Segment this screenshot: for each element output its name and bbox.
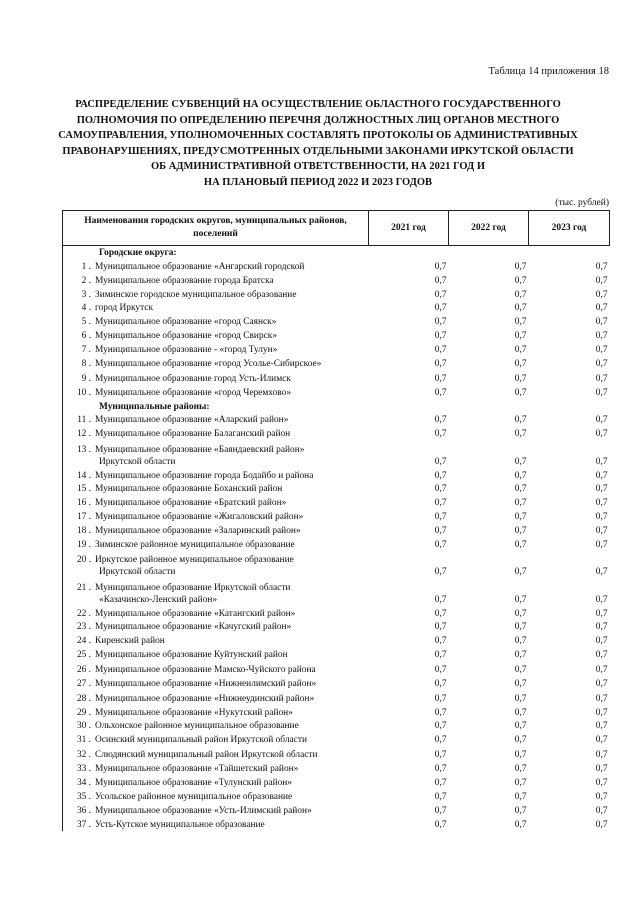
entity-cell [63, 761, 369, 776]
entity-cell [63, 301, 369, 315]
entity-name: Муниципальное образование «Жигаловский район» [95, 512, 304, 523]
value-2021: 0,7 [434, 470, 447, 481]
value-2022: 0,7 [514, 525, 527, 536]
value-2023: 0,7 [595, 470, 608, 481]
row-number: 23 . [76, 622, 91, 633]
entity-name: Муниципальное образование «Нижнеудинский район» [95, 693, 315, 704]
value-2023: 0,7 [595, 608, 608, 619]
entity-name: Муниципальное образование «город Саянск» [95, 317, 277, 328]
entity-name: Муниципальное образование Боханский район [95, 484, 283, 495]
entity-cell [63, 633, 369, 647]
value-2022: 0,7 [514, 387, 527, 398]
value-2022: 0,7 [514, 693, 527, 704]
value-2022: 0,7 [514, 470, 527, 481]
entity-cell [63, 370, 369, 385]
table-row [63, 661, 610, 676]
section-label [63, 246, 369, 260]
table-row [63, 789, 610, 803]
value-2023 [529, 246, 610, 260]
table-row [63, 342, 610, 356]
table-row [63, 578, 610, 606]
value-2021: 0,7 [434, 415, 447, 426]
value-2023: 0,7 [595, 749, 608, 760]
row-number: 27 . [76, 679, 91, 690]
entity-name: Зиминское районное муниципальное образование [95, 539, 295, 550]
entity-name: Муниципальные районы: [99, 401, 210, 412]
entity-cell [63, 551, 369, 579]
entity-name: Киренский район [95, 636, 165, 647]
entity-cell [63, 620, 369, 634]
entity-cell [63, 789, 369, 803]
value-2023: 0,7 [595, 525, 608, 536]
value-2023: 0,7 [595, 636, 608, 647]
value-2021: 0,7 [434, 512, 447, 523]
value-2023: 0,7 [595, 331, 608, 342]
value-2022: 0,7 [514, 512, 527, 523]
value-2021: 0,7 [434, 791, 447, 802]
row-number: 10 . [76, 387, 91, 398]
entity-cell [63, 690, 369, 705]
value-2022: 0,7 [514, 636, 527, 647]
entity-cell [63, 775, 369, 789]
value-2022: 0,7 [514, 735, 527, 746]
row-number: 17 . [76, 512, 91, 523]
header-2023: 2023 год [529, 211, 610, 246]
entity-cell [63, 817, 369, 831]
table-row [63, 259, 610, 273]
row-number: 19 . [76, 539, 91, 550]
row-number: 15 . [76, 484, 91, 495]
table-header-row [63, 211, 610, 246]
value-2021: 0,7 [434, 317, 447, 328]
table-row [63, 495, 610, 509]
value-2022: 0,7 [514, 498, 527, 509]
value-2022: 0,7 [514, 764, 527, 775]
value-2022: 0,7 [514, 778, 527, 789]
table-row [63, 426, 610, 440]
table-row [63, 509, 610, 523]
entity-cell [63, 523, 369, 537]
value-2022: 0,7 [514, 456, 527, 467]
row-number: 31 . [76, 735, 91, 746]
entity-name: Муниципальное образование города Братска [95, 275, 274, 286]
row-number: 20 . [76, 555, 91, 566]
value-2022: 0,7 [514, 429, 527, 440]
value-2021: 0,7 [434, 359, 447, 370]
entity-cell [63, 746, 369, 761]
entity-name: Муниципальное образование «Нижнеилимский район» [95, 679, 317, 690]
entity-cell [63, 356, 369, 371]
value-2022 [449, 399, 529, 413]
value-2023: 0,7 [595, 539, 608, 550]
entity-name: Усть-Кутское муниципальное образование [95, 819, 265, 830]
value-2021 [369, 246, 449, 260]
value-2023: 0,7 [595, 429, 608, 440]
table-row [63, 690, 610, 705]
table-body [63, 246, 610, 831]
value-2021: 0,7 [434, 707, 447, 718]
entity-name: Муниципальное образование «Нукутский район» [95, 707, 293, 718]
row-number: 37 . [76, 819, 91, 830]
value-2021: 0,7 [434, 749, 447, 760]
entity-cell [63, 578, 369, 606]
table-row [63, 356, 610, 371]
value-2021: 0,7 [434, 456, 447, 467]
value-2022: 0,7 [514, 344, 527, 355]
title-line: САМОУПРАВЛЕНИЯ, УПОЛНОМОЧЕННЫХ СОСТАВЛЯТЬ ПРОТОКОЛЫ ОБ АДМИНИСТРАТИВНЫХ [58, 130, 578, 141]
value-2021: 0,7 [434, 525, 447, 536]
entity-name: Муниципальное образование «Аларский район» [95, 415, 289, 426]
entity-cell [63, 440, 369, 468]
value-2023: 0,7 [595, 721, 608, 732]
table-row [63, 761, 610, 776]
row-number: 21 . [76, 582, 91, 593]
entity-cell [63, 509, 369, 523]
entity-name: Усольское районное муниципальное образование [95, 791, 293, 802]
entity-name-continuation: Иркутской области [99, 456, 176, 467]
entity-cell [63, 482, 369, 496]
table-row [63, 732, 610, 746]
value-2021: 0,7 [434, 679, 447, 690]
value-2023: 0,7 [595, 275, 608, 286]
row-number: 26 . [76, 664, 91, 675]
row-number: 28 . [76, 693, 91, 704]
entity-name: Муниципальное образование Иркутской области [95, 582, 291, 593]
value-2021: 0,7 [434, 778, 447, 789]
row-number: 32 . [76, 749, 91, 760]
entity-name: Муниципальное образование «Тайшетский район» [95, 764, 299, 775]
entity-cell [63, 647, 369, 661]
entity-cell [63, 537, 369, 551]
entity-name: Муниципальное образование «Заларинский район» [95, 525, 301, 536]
value-2022: 0,7 [514, 567, 527, 578]
entity-name: Городские округа: [99, 248, 177, 259]
value-2022: 0,7 [514, 289, 527, 300]
entity-cell [63, 413, 369, 427]
entity-cell [63, 803, 369, 817]
value-2023: 0,7 [595, 359, 608, 370]
value-2022 [449, 246, 529, 260]
table-row [63, 676, 610, 691]
value-2022: 0,7 [514, 374, 527, 385]
table-row [63, 647, 610, 661]
table-row [63, 413, 610, 427]
value-2022: 0,7 [514, 819, 527, 830]
value-2023: 0,7 [595, 622, 608, 633]
value-2022: 0,7 [514, 331, 527, 342]
value-2021: 0,7 [434, 594, 447, 605]
entity-name: город Иркутск [95, 303, 154, 314]
value-2023: 0,7 [595, 374, 608, 385]
value-2023: 0,7 [595, 303, 608, 314]
table-row [63, 273, 610, 287]
row-number: 3 . [81, 289, 91, 300]
value-2022: 0,7 [514, 608, 527, 619]
value-2022: 0,7 [514, 805, 527, 816]
entity-name: Муниципальное образование «город Черемхово» [95, 387, 292, 398]
header-2022: 2022 год [449, 211, 529, 246]
value-2023: 0,7 [595, 805, 608, 816]
subsidy-table [62, 210, 610, 831]
row-number: 24 . [76, 636, 91, 647]
title-line: НА ПЛАНОВЫЙ ПЕРИОД 2022 И 2023 ГОДОВ [203, 176, 433, 188]
table-row [63, 385, 610, 399]
value-2021: 0,7 [434, 344, 447, 355]
value-2022: 0,7 [514, 664, 527, 675]
entity-name-continuation: «Казачинско-Ленский район» [99, 594, 218, 605]
title-line: ПОЛНОМОЧИЯ ПО ОПРЕДЕЛЕНИЮ ПЕРЕЧНЯ ДОЛЖНОСТНЫХ ЛИЦ ОРГАНОВ МЕСТНОГО [76, 114, 560, 126]
value-2023: 0,7 [595, 679, 608, 690]
value-2023: 0,7 [595, 484, 608, 495]
value-2022: 0,7 [514, 415, 527, 426]
value-2021: 0,7 [434, 819, 447, 830]
value-2023: 0,7 [595, 498, 608, 509]
value-2022: 0,7 [514, 359, 527, 370]
entity-name: Зиминское городское муниципальное образование [95, 289, 297, 300]
value-2022: 0,7 [514, 275, 527, 286]
entity-name: Муниципальное образование «Баяндаевский район» [95, 444, 305, 455]
row-number: 6 . [81, 331, 91, 342]
value-2021: 0,7 [434, 805, 447, 816]
entity-cell [63, 426, 369, 440]
entity-name: Осинский муниципальный район Иркутской области [95, 735, 307, 746]
row-number: 9 . [81, 374, 91, 385]
table-caption: Таблица 14 приложения 18 [488, 66, 609, 77]
value-2021: 0,7 [434, 622, 447, 633]
table-row [63, 287, 610, 301]
table-row [63, 537, 610, 551]
value-2021: 0,7 [434, 735, 447, 746]
entity-name-continuation: Иркутской области [99, 567, 176, 578]
value-2021: 0,7 [434, 275, 447, 286]
value-2022: 0,7 [514, 303, 527, 314]
value-2023: 0,7 [595, 344, 608, 355]
title-line: ОБ АДМИНИСТРАТИВНОЙ ОТВЕТСТВЕННОСТИ, НА 2021 ГОД И [150, 161, 486, 172]
value-2021: 0,7 [434, 498, 447, 509]
entity-cell [63, 287, 369, 301]
row-number: 34 . [76, 778, 91, 789]
value-2023: 0,7 [595, 594, 608, 605]
entity-name: Муниципальное образование «город Свирск» [95, 331, 278, 342]
entity-name: Муниципальное образование город Усть-Илимск [95, 374, 291, 385]
row-number: 4 . [81, 303, 91, 314]
value-2023: 0,7 [595, 764, 608, 775]
value-2021: 0,7 [434, 764, 447, 775]
row-number: 33 . [76, 764, 91, 775]
table-row [63, 775, 610, 789]
value-2021: 0,7 [434, 262, 447, 273]
entity-name: Иркутское районное муниципальное образование [95, 555, 294, 566]
value-2023: 0,7 [595, 387, 608, 398]
value-2021: 0,7 [434, 567, 447, 578]
section-row [63, 399, 610, 413]
title-line: ПРАВОНАРУШЕНИЯХ, ПРЕДУСМОТРЕННЫХ ОТДЕЛЬНЫМИ ЗАКОНАМИ ИРКУТСКОЙ ОБЛАСТИ [62, 145, 574, 157]
entity-name: Муниципальное образование Куйтунский район [95, 650, 288, 660]
value-2021: 0,7 [434, 721, 447, 732]
value-2021: 0,7 [434, 374, 447, 385]
value-2022: 0,7 [514, 679, 527, 690]
value-2023: 0,7 [595, 693, 608, 704]
value-2023: 0,7 [595, 707, 608, 718]
value-2021: 0,7 [434, 429, 447, 440]
table-row [63, 370, 610, 385]
entity-name: Муниципальное образование «город Усолье-Сибирское» [95, 359, 322, 370]
value-2021 [369, 399, 449, 413]
value-2022: 0,7 [514, 262, 527, 273]
value-2021: 0,7 [434, 303, 447, 314]
value-2023: 0,7 [595, 567, 608, 578]
row-number: 12 . [76, 429, 91, 440]
value-2021: 0,7 [434, 636, 447, 647]
table-row [63, 817, 610, 831]
row-number: 18 . [76, 525, 91, 536]
entity-name: Муниципальное образование города Бодайбо и района [95, 470, 314, 481]
value-2021: 0,7 [434, 387, 447, 398]
title-line: РАСПРЕДЕЛЕНИЕ СУБВЕНЦИЙ НА ОСУЩЕСТВЛЕНИЕ ОБЛАСТНОГО ГОСУДАРСТВЕННОГО [75, 99, 561, 110]
entity-name: Муниципальное образование «Усть-Илимский район» [95, 805, 312, 816]
table-row [63, 468, 610, 482]
value-2023: 0,7 [595, 650, 608, 660]
entity-cell [63, 259, 369, 273]
section-row [63, 246, 610, 260]
entity-cell [63, 495, 369, 509]
row-number: 8 . [81, 359, 91, 370]
value-2023: 0,7 [595, 415, 608, 426]
row-number: 16 . [76, 498, 91, 509]
entity-name: Муниципальное образование - «город Тулун» [95, 344, 278, 355]
entity-name: Муниципальное образование «Ангарский городской [95, 262, 305, 273]
entity-cell [63, 342, 369, 356]
entity-cell [63, 705, 369, 719]
value-2023: 0,7 [595, 262, 608, 273]
value-2023: 0,7 [595, 317, 608, 328]
table-row [63, 606, 610, 620]
entity-cell [63, 314, 369, 328]
row-number: 13 . [76, 444, 91, 455]
row-number: 22 . [76, 608, 91, 619]
entity-cell [63, 273, 369, 287]
entity-cell [63, 661, 369, 676]
table-row [63, 620, 610, 634]
value-2023: 0,7 [595, 664, 608, 675]
document-title [40, 97, 596, 190]
value-2022: 0,7 [514, 594, 527, 605]
table-row [63, 551, 610, 579]
entity-cell [63, 468, 369, 482]
table-row [63, 705, 610, 719]
entity-name: Муниципальное образование Мамско-Чуйского района [95, 664, 316, 675]
entity-name: Муниципальное образование «Братский район» [95, 498, 287, 509]
row-number: 14 . [76, 470, 91, 481]
header-name: Наименования городских округов, муниципальных районов, поселений [63, 211, 369, 246]
value-2022: 0,7 [514, 791, 527, 802]
entity-name: Муниципальное образование «Тулунский район» [95, 778, 292, 789]
value-2023 [529, 399, 610, 413]
value-2021: 0,7 [434, 608, 447, 619]
table-row [63, 803, 610, 817]
value-2021: 0,7 [434, 664, 447, 675]
value-2023: 0,7 [595, 456, 608, 467]
value-2022: 0,7 [514, 622, 527, 633]
units-label: (тыс. рублей) [555, 198, 609, 208]
header-2021: 2021 год [369, 211, 449, 246]
table-row [63, 523, 610, 537]
row-number: 1 . [81, 262, 91, 273]
row-number: 11 . [77, 415, 91, 426]
value-2021: 0,7 [434, 331, 447, 342]
table-row [63, 482, 610, 496]
table-row [63, 746, 610, 761]
entity-cell [63, 719, 369, 733]
value-2023: 0,7 [595, 819, 608, 830]
entity-cell [63, 732, 369, 746]
entity-cell [63, 606, 369, 620]
value-2021: 0,7 [434, 539, 447, 550]
value-2023: 0,7 [595, 735, 608, 746]
row-number: 36 . [76, 805, 91, 816]
entity-cell [63, 676, 369, 691]
value-2023: 0,7 [595, 289, 608, 300]
value-2021: 0,7 [434, 650, 447, 660]
entity-cell [63, 328, 369, 342]
value-2022: 0,7 [514, 484, 527, 495]
value-2021: 0,7 [434, 484, 447, 495]
entity-name: Ольхонское районное муниципальное образование [95, 721, 299, 732]
row-number: 5 . [81, 317, 91, 328]
value-2023: 0,7 [595, 791, 608, 802]
table-row [63, 719, 610, 733]
table-row [63, 328, 610, 342]
table-row [63, 633, 610, 647]
entity-name: Муниципальное образование «Катангский район» [95, 608, 296, 619]
value-2022: 0,7 [514, 721, 527, 732]
value-2021: 0,7 [434, 289, 447, 300]
row-number: 25 . [76, 650, 91, 660]
section-label [63, 399, 369, 413]
entity-cell [63, 385, 369, 399]
entity-name: Слюдянский муниципальный район Иркутской области [95, 749, 318, 760]
table-row [63, 314, 610, 328]
value-2021: 0,7 [434, 693, 447, 704]
value-2022: 0,7 [514, 317, 527, 328]
row-number: 7 . [81, 344, 91, 355]
value-2022: 0,7 [514, 650, 527, 660]
value-2023: 0,7 [595, 778, 608, 789]
row-number: 35 . [76, 791, 91, 802]
row-number: 29 . [76, 707, 91, 718]
table-row [63, 301, 610, 315]
value-2023: 0,7 [595, 512, 608, 523]
row-number: 30 . [76, 721, 91, 732]
value-2022: 0,7 [514, 707, 527, 718]
table-row [63, 440, 610, 468]
entity-name: Муниципальное образование «Качугский район» [95, 622, 292, 633]
row-number: 2 . [81, 275, 91, 286]
value-2022: 0,7 [514, 749, 527, 760]
value-2022: 0,7 [514, 539, 527, 550]
entity-name: Муниципальное образование Балаганский район [95, 429, 291, 440]
